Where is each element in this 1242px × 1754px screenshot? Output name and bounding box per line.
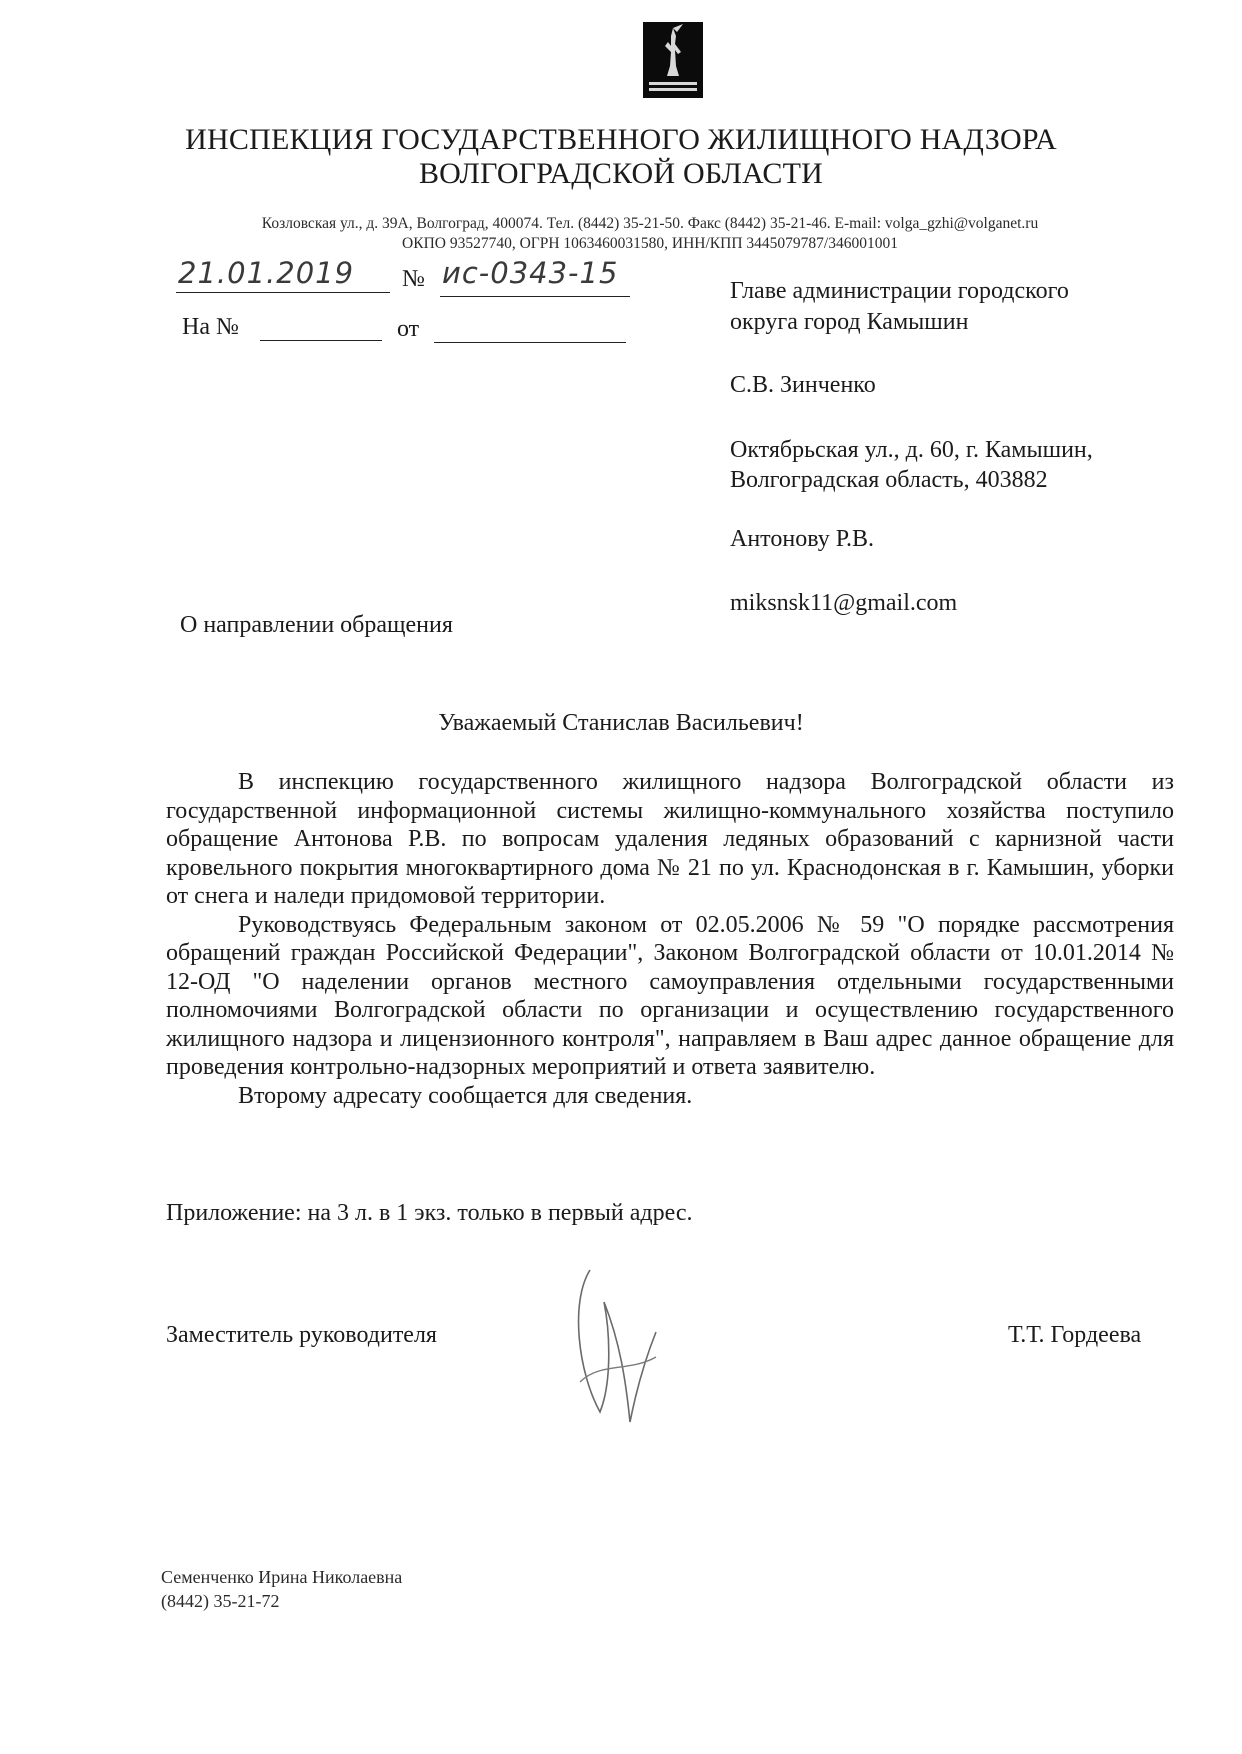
letter-subject: О направлении обращения xyxy=(180,612,453,638)
from-label: от xyxy=(397,316,420,342)
letter-number: ис-0343-15 xyxy=(442,256,619,290)
addressee-title-1: Главе администрации городского xyxy=(730,278,1069,304)
statue-emblem-icon xyxy=(643,22,703,98)
letter-greeting: Уважаемый Станислав Васильевич! xyxy=(438,710,804,736)
handwritten-signature-icon xyxy=(560,1262,670,1432)
executor-block xyxy=(161,1565,402,1613)
body-paragraph-2: Руководствуясь Федеральным законом от 02.05.2006 № 59 "О порядке рассмотрения обращений граждан Российской Федерации", Законом Волгоградской области от 10.01.2014 № 12-ОД "О наделении органов местного самоуправления отдельными государственными полномочиями Волгоградской области по организации и осуществлению государственного жилищного надзора и лицензионного контроля", направляем в Ваш адрес данное обращение для проведения контрольно-надзорных мероприятий и ответа заявителю. xyxy=(166,911,1174,1080)
reference-underline xyxy=(260,340,382,341)
addressee-address-2: Волгоградская область, 403882 xyxy=(730,467,1048,493)
attachment-note: Приложение: на 3 л. в 1 экз. только в первый адрес. xyxy=(166,1200,693,1226)
addressee-name: С.В. Зинченко xyxy=(730,372,876,398)
addressee-address-1: Октябрьская ул., д. 60, г. Камышин, xyxy=(730,437,1093,463)
number-underline xyxy=(440,296,630,297)
executor-phone: (8442) 35-21-72 xyxy=(161,1591,280,1611)
org-title-line1: ИНСПЕКЦИЯ ГОСУДАРСТВЕННОГО ЖИЛИЩНОГО НАДЗОРА xyxy=(185,123,1057,156)
body-paragraph-1: В инспекцию государственного жилищного надзора Волгоградской области из государственной информационной системы жилищно-коммунального хозяйства поступило обращение Антонова Р.В. по вопросам удаления ледяных образований с карнизной части кровельного покрытия многоквартирного дома № 21 по ул. Краснодонская в г. Камышин, уборки от снега и наледи придомовой территории. xyxy=(166,769,1174,909)
org-requisites: ОКПО 93527740, ОГРН 1063460031580, ИНН/КПП 3445079787/346001001 xyxy=(402,235,898,252)
addressee-title-2: округа город Камышин xyxy=(730,309,969,335)
number-label: № xyxy=(402,266,425,292)
signatory-name: Т.Т. Гордеева xyxy=(1008,1322,1142,1348)
letter-date: 21.01.2019 xyxy=(178,256,355,290)
org-contacts: Козловская ул., д. 39А, Волгоград, 400074. Тел. (8442) 35-21-50. Факс (8442) 35-21-46. E-mail: volga_gzhi@volganet.ru xyxy=(261,215,1039,232)
executor-name: Семенченко Ирина Николаевна xyxy=(161,1567,403,1587)
org-title-line2: ВОЛГОГРАДСКОЙ ОБЛАСТИ xyxy=(418,157,824,190)
second-addressee-email: miksnsk11@gmail.com xyxy=(730,590,958,616)
reference-label: На № xyxy=(182,314,239,340)
coat-of-arms-emblem xyxy=(643,22,703,98)
second-addressee-name: Антонову Р.В. xyxy=(730,526,875,552)
body-paragraph-3: Второму адресату сообщается для сведения. xyxy=(238,1082,693,1109)
letter-body xyxy=(166,768,1174,1110)
date-underline xyxy=(176,292,390,293)
signatory-role: Заместитель руководителя xyxy=(166,1322,437,1348)
from-underline xyxy=(434,342,626,343)
